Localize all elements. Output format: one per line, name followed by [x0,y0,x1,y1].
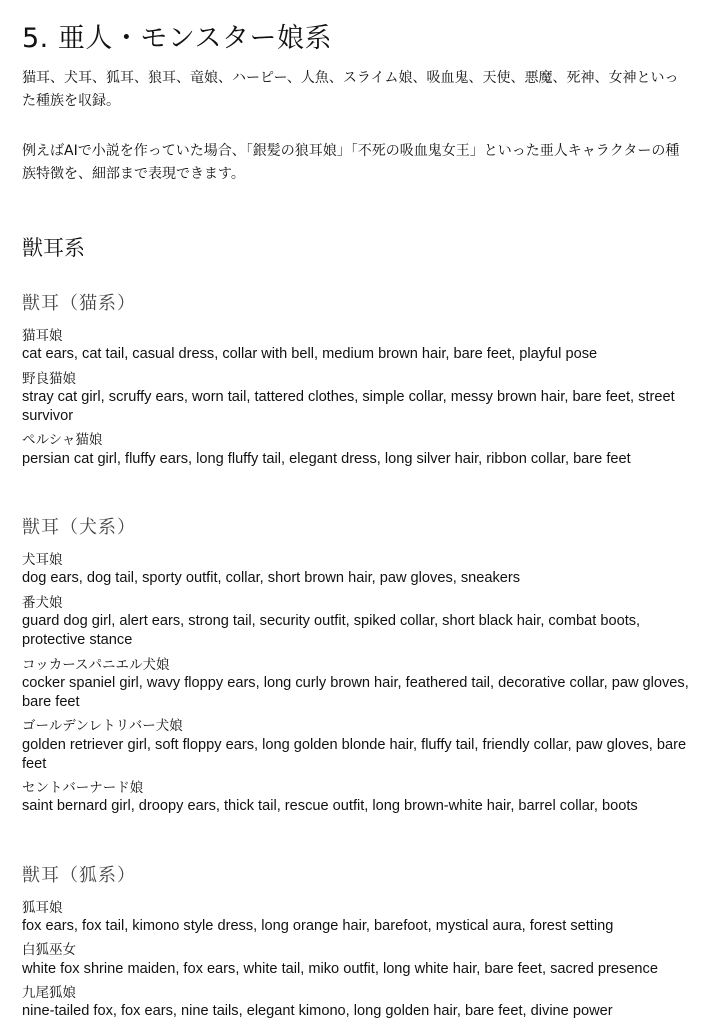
intro-paragraph-1: 猫耳、犬耳、狐耳、狼耳、竜娘、ハーピー、人魚、スライム娘、吸血鬼、天使、悪魔、死神、女神といった種族を収録。 [22,70,679,109]
group-title-dog: 獣耳（犬系） [22,517,136,538]
entry-title: 番犬娘 [22,595,63,611]
entry-title: 白狐巫女 [22,942,76,958]
entry-description: stray cat girl, scruffy ears, worn tail, tattered clothes, simple collar, messy brown hair, bare feet, street survivor [22,389,675,424]
section-title: 獣耳系 [22,236,85,260]
page-title: 5. 亜人・モンスター娘系 [22,23,333,54]
intro-paragraph-2: 例えばAIで小説を作っていた場合、「銀髪の狼耳娘」「不死の吸血鬼女王」といった亜人キャラクターの種族特徴を、細部まで表現できます。 [22,143,680,182]
entry-title: ゴールデンレトリバー犬娘 [22,718,183,734]
group-title-cat: 獣耳（猫系） [22,293,136,314]
group-title-fox: 獣耳（狐系） [22,865,136,886]
entry-description: cat ears, cat tail, casual dress, collar with bell, medium brown hair, bare feet, playful pose [22,346,598,362]
entry-title: セントバーナード娘 [22,780,144,796]
entry-title: ペルシャ猫娘 [22,432,103,448]
entry-description: dog ears, dog tail, sporty outfit, collar, short brown hair, paw gloves, sneakers [22,570,521,586]
entry-description: golden retriever girl, soft floppy ears, long golden blonde hair, fluffy tail, friendly collar, paw gloves, bare feet [22,737,687,772]
entry-title: 犬耳娘 [22,552,63,568]
entry-description: saint bernard girl, droopy ears, thick tail, rescue outfit, long brown-white hair, barrel collar, boots [22,798,638,814]
entry-title: 野良猫娘 [22,371,76,387]
entry-title: 九尾狐娘 [22,985,76,1001]
entry-description: persian cat girl, fluffy ears, long fluffy tail, elegant dress, long silver hair, ribbon collar, bare feet [22,451,631,467]
entry-description: cocker spaniel girl, wavy floppy ears, long curly brown hair, feathered tail, decorative collar, paw gloves, bare feet [22,675,689,710]
entry-title: 狐耳娘 [22,900,63,916]
entry-description: fox ears, fox tail, kimono style dress, long orange hair, barefoot, mystical aura, forest setting [22,918,614,934]
entry-title: 猫耳娘 [22,328,63,344]
entry-description: nine-tailed fox, fox ears, nine tails, elegant kimono, long golden hair, bare feet, divine power [22,1003,613,1019]
entry-description: guard dog girl, alert ears, strong tail, security outfit, spiked collar, short black hair, combat boots, protective stance [22,613,641,648]
entry-description: white fox shrine maiden, fox ears, white tail, miko outfit, long white hair, bare feet, sacred presence [22,961,658,977]
entry-title: コッカースパニエル犬娘 [22,657,170,673]
